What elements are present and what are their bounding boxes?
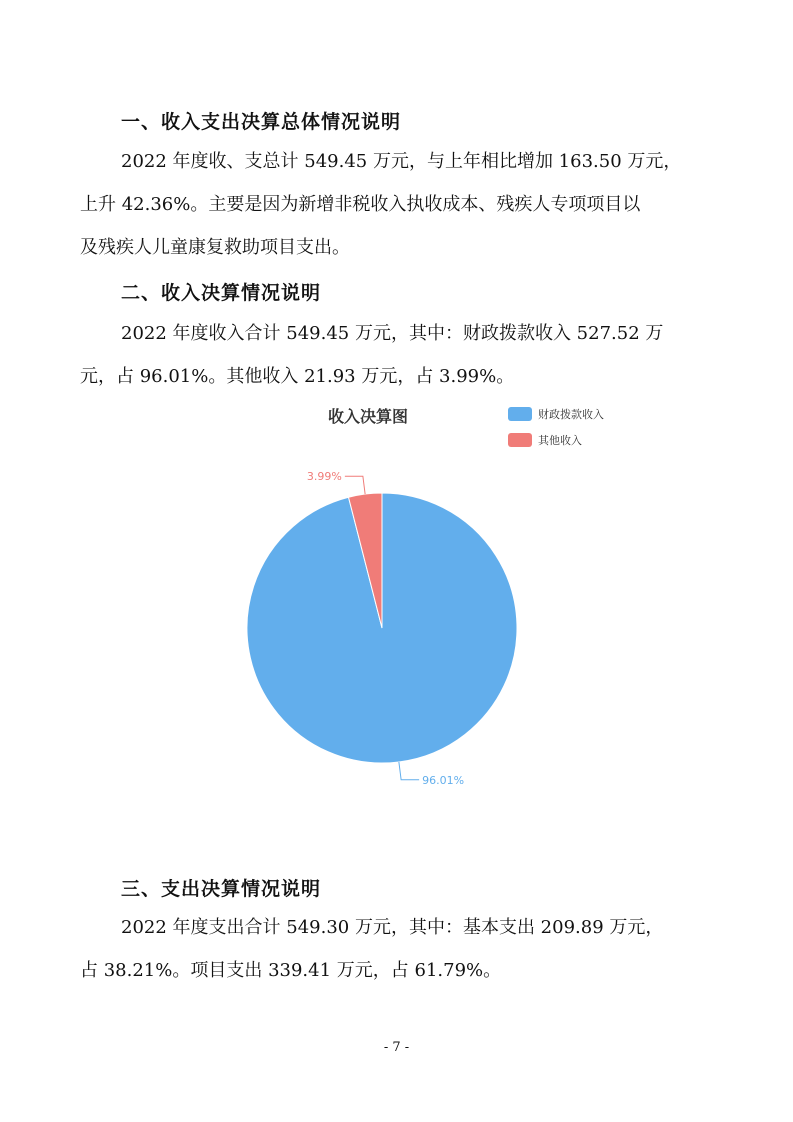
chart-legend	[508, 407, 604, 447]
pie-slices	[247, 493, 517, 763]
section-3-heading: 三、支出决算情况说明	[121, 878, 322, 900]
legend-label-2: 其他收入	[538, 434, 582, 447]
income-pie-chart	[240, 395, 640, 805]
section-2-line-2: 元，占 96.01%。其他收入 21.93 万元，占 3.99%。	[80, 366, 515, 387]
section-1-paragraph	[80, 140, 720, 269]
section-1-line-3: 及残疾人儿童康复救助项目支出。	[80, 237, 350, 258]
section-1-line-1: 2022 年度收、支总计 549.45 万元，与上年相比增加 163.50 万元，	[121, 151, 682, 172]
section-2-line-1: 2022 年度收入合计 549.45 万元，其中：财政拨款收入 527.52 万	[121, 323, 664, 344]
chart-title: 收入决算图	[327, 407, 409, 426]
pie-data-label-1: 96.01%	[422, 773, 465, 787]
legend-label-1: 财政拨款收入	[538, 408, 604, 421]
page-number: - 7 -	[383, 1040, 410, 1055]
legend-swatch-2	[508, 433, 532, 447]
section-3-line-1: 2022 年度支出合计 549.30 万元，其中：基本支出 209.89 万元，	[121, 917, 664, 938]
pie-leader-line-2	[345, 476, 365, 494]
section-2-paragraph	[80, 312, 720, 398]
pie-data-label-2: 3.99%	[306, 470, 342, 484]
section-3-paragraph	[80, 906, 720, 992]
section-3-line-2: 占 38.21%。项目支出 339.41 万元，占 61.79%。	[80, 960, 502, 981]
section-1-line-2: 上升 42.36%。主要是因为新增非税收入执收成本、残疾人专项项目以	[80, 194, 641, 215]
legend-swatch-1	[508, 407, 532, 421]
section-2-heading: 二、收入决算情况说明	[121, 282, 322, 304]
section-1-heading: 一、收入支出决算总体情况说明	[121, 111, 402, 133]
pie-leader-line-1	[399, 762, 419, 780]
